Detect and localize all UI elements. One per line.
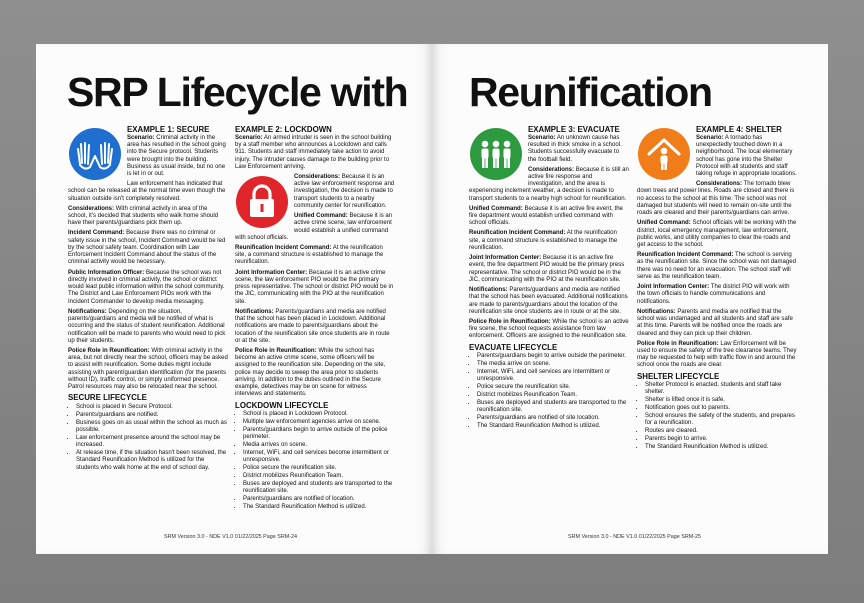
jic-text: Joint Information Center: Because it is an active crime scene, the law enforcement PIO would be the primary press representative. The school or district PIO would be in the JIC, communicating with the PIO at the reunification site. bbox=[235, 269, 394, 305]
list-item: • District mobilizes Reunification Team. bbox=[477, 392, 629, 399]
list-item: • Multiple law enforcement agencies arrive on scene. bbox=[243, 419, 395, 426]
lifecycle-heading: EVACUATE LIFECYCLE bbox=[469, 342, 558, 352]
lifecycle-list bbox=[68, 404, 228, 472]
lifecycle-list bbox=[235, 411, 395, 511]
lifecycle-heading: SHELTER LIFECYCLE bbox=[637, 371, 720, 381]
list-item: • Shelter is lifted once it is safe. bbox=[645, 397, 797, 404]
page-footer-left: SRM Version 3.0 - NDE V1.0 01/22/2025 Page SRM-24 bbox=[164, 534, 298, 540]
reunification-ic-text: Reunification Incident Command: At the reunification site, a command structure is established to manage the reunification. bbox=[235, 244, 384, 266]
considerations-text: Considerations: Because it is still an active fire response and investigation, and the area is experiencing inclement weather, a decision is made to transport students to a nearby high school for reunification. bbox=[469, 166, 629, 202]
scenario-text: Scenario: An unknown cause has resulted in thick smoke in a school. Students successfully evacuate to the football field. bbox=[528, 134, 622, 163]
scenario-text: Scenario: Criminal activity in the area has resulted in the school going into the Secure protocol. Students were brought into the building. Business as usual inside, but no one is let in or out. bbox=[127, 134, 226, 178]
list-item: • Parents/guardians begin to arrive outside of the police perimeter. bbox=[243, 427, 395, 442]
people-group-icon bbox=[469, 127, 523, 181]
list-item: • The Standard Reunification Method is utilized. bbox=[477, 423, 629, 430]
unified-command-text: Unified Command: Because it is an active crime scene, law enforcement would establish a unified command with school officials. bbox=[235, 213, 393, 241]
reunification-ic-text: Reunification Incident Command: The school is serving as the reunification site. Since the school was not damaged there was no need for an evacuation. The school staff will serve as the reunification team. bbox=[637, 252, 796, 280]
notifications-text: Notifications: Depending on the situation, parents/guardians and media will be notified of what is occurring and the status of student reunification. Additional notification will be made to parents who would need to pick up their students. bbox=[68, 308, 226, 344]
list-item: • Business goes on as usual within the school as much as possible. bbox=[76, 420, 228, 435]
police-role-text: Police Role in Reunification: While the school has become an active crime scene, some officers will be assigned to the reunification site. Depending on the site, police may decide to sweep the area prior to students arriving. In addition to the duties outlined in the Secure example, detectives may be on scene for witness interviews and statements. bbox=[235, 347, 386, 398]
jic-text: Joint Information Center: Because it is an active fire event, the fire department PIO would be the primary press representative. The school or district PIO would be in the JIC, communicating with the PIO at the reunification site. bbox=[469, 255, 625, 283]
scenario-text: Scenario: A tornado has unexpectedly touched down in a neighborhood. The local elementary school has gone into the Shelter Protocol with all students and staff taking refuge in appropriate locations. bbox=[696, 134, 797, 178]
page-title-left: SRP Lifecycle with bbox=[67, 69, 408, 115]
list-item: • The Standard Reunification Method is utilized. bbox=[645, 444, 797, 451]
lifecycle-list bbox=[469, 353, 629, 430]
list-item: • District mobilizes Reunification Team. bbox=[243, 473, 395, 480]
example-shelter bbox=[637, 126, 797, 454]
list-item: • Internet, WiFi, and cell services become intermittent or unresponsive. bbox=[243, 450, 395, 465]
example-secure bbox=[68, 126, 228, 474]
list-item: • Parents/guardians begin to arrive outside the perimeter. bbox=[477, 353, 629, 360]
list-item: • At release time, if the situation hasn't been resolved, the Standard Reunification Method is utilized for the students who walk home at the end of school day. bbox=[76, 450, 228, 472]
police-role-text: Police Role in Reunification: While the school is an active fire scene, the school requests assistance from law enforcement. Officers are assigned to the reunification site. bbox=[469, 318, 629, 340]
list-item: • Buses are deployed and students are transported to the reunification site. bbox=[243, 481, 395, 496]
list-item: • Routes are cleared. bbox=[645, 428, 797, 435]
page-footer-right: SRM Version 3.0 - NDE V1.0 01/22/2025 Page SRM-25 bbox=[568, 534, 702, 540]
list-item: • Shelter Protocol is enacted, students and staff take shelter. bbox=[645, 382, 797, 397]
list-item: • Police secure the reunification site. bbox=[243, 465, 395, 472]
list-item: • Police secure the reunification site. bbox=[477, 384, 629, 391]
list-item: • The Standard Reunification Method is utilized. bbox=[243, 504, 395, 511]
page-title-right: Reunification bbox=[469, 69, 712, 115]
unified-command-text: Unified Command: Because it is an active fire event, the fire department would establish unified command with school officials. bbox=[469, 205, 623, 227]
example-evacuate bbox=[469, 126, 629, 432]
considerations-text: Considerations: With criminal activity in area of the school, it's decided that students who walk home should have their parents/guardians pick them up. bbox=[68, 205, 219, 227]
example-heading: EXAMPLE 1: SECURE bbox=[127, 125, 210, 134]
notifications-text: Notifications: Parents/guardians and media are notified that the school has been placed in Lockdown. Additional notifications are made to parents/guardians about the location of the reunification site once students are in route or at the site. bbox=[235, 308, 390, 344]
padlock-icon bbox=[235, 175, 289, 229]
notifications-text: Notifications: Parents/guardians and media are notified that the school has been evacuated. Additional notifications are made to parents/guardians about the location of the reunification site once students are in route or at the site. bbox=[469, 287, 628, 315]
list-item: • The media arrive on scene. bbox=[477, 361, 629, 368]
list-item: • School is placed in Secure Protocol. bbox=[76, 404, 228, 411]
considerations-text: Considerations: Because it is an active law enforcement response and investigation, the decision is made to transport students to a nearby community center for reunification. bbox=[294, 173, 395, 209]
list-item: • Buses are deployed and students are transported to the reunification site. bbox=[477, 400, 629, 415]
shelter-person-icon bbox=[637, 127, 691, 181]
list-item: • Parents/guardians are notified of location. bbox=[243, 496, 395, 503]
example-lockdown bbox=[235, 126, 395, 514]
reunification-ic-text: Reunification Incident Command: At the reunification site, a command structure is established to manage the reunification. bbox=[469, 230, 618, 251]
raised-hands-icon bbox=[68, 127, 122, 181]
police-role-text: Police Role in Reunification: With criminal activity in the area, but not directly near the school, officers may be asked to assist with reunification. Some duties might include assisting with parent/guardian identification (for the parents without ID), traffic control, or simply uniformed presence. Patrol resources may also be relocated near the school. bbox=[68, 347, 228, 391]
example-heading: EXAMPLE 2: LOCKDOWN bbox=[235, 125, 332, 134]
left-page bbox=[36, 44, 432, 554]
police-role-text: Police Role in Reunification: Law Enforcement will be used to ensure the safety of the tree clearance teams. They may be requested to help with traffic flow in and around the school once the roads are clear. bbox=[637, 340, 797, 369]
incident-command-text: Incident Command: Because there was no criminal or safety issue in the school, Incident Command would be led by the school safety team. Coordination with Law Enforcement Incident Command about the status of the criminal activity would be necessary. bbox=[68, 230, 226, 266]
lifecycle-heading: SECURE LIFECYCLE bbox=[68, 393, 147, 403]
example-heading: EXAMPLE 4: SHELTER bbox=[696, 125, 782, 134]
scenario-continued: Law enforcement has indicated that school can be released at the normal time even though the situation outside isn't completely resolved. bbox=[68, 181, 226, 202]
list-item: • Parents/guardians are notified. bbox=[76, 412, 228, 419]
list-item: • School ensures the safety of the students, and prepares for a reunification. bbox=[645, 413, 797, 428]
list-item: • Parents begin to arrive. bbox=[645, 436, 797, 443]
list-item: • School is placed in Lockdown Protocol. bbox=[243, 411, 395, 418]
scenario-text: Scenario: An armed intruder is seen in the school building by a staff member who announces a Lockdown and calls 911. Students and staff immediately take action to avoid injury. The intruder causes damage to the building prior to Law Enforcement arriving. bbox=[235, 134, 392, 170]
list-item: • Internet, WiFi, and cell services are intermittent or unresponsive. bbox=[477, 369, 629, 384]
considerations-text: Considerations: The tornado blew down trees and power lines. Roads are closed and there is no access to the school at this time. The school was not damaged but students will need to remain on-site until the roads are cleared and their parents/guardians can arrive. bbox=[637, 181, 795, 217]
list-item: • Law enforcement presence around the school may be increased. bbox=[76, 435, 228, 450]
list-item: • Notification goes out to parents. bbox=[645, 405, 797, 412]
notifications-text: Notifications: Parents and media are notified that the school was undamaged and all students and staff are safe at this time. Parents will be notified once the roads are cleared and they can pick up their children. bbox=[637, 308, 793, 337]
unified-command-text: Unified Command: School officials will be working with the district, local emergency management, law enforcement, public works, and utility companies to clear the roads and get access to the school. bbox=[637, 220, 797, 249]
right-page bbox=[432, 44, 828, 554]
lifecycle-list bbox=[637, 382, 797, 451]
lifecycle-heading: LOCKDOWN LIFECYCLE bbox=[235, 400, 329, 410]
example-heading: EXAMPLE 3: EVACUATE bbox=[528, 125, 620, 134]
list-item: • Parents/guardians are notified of site location. bbox=[477, 415, 629, 422]
list-item: • Media arrives on scene. bbox=[243, 442, 395, 449]
jic-text: Joint Information Center: The district PIO will work with the town officials to handle communications and notifications. bbox=[637, 284, 790, 305]
pio-text: Public Information Officer: Because the school was not directly involved in criminal activity, the school or district would lead public information within the school community. The District and Law Enforcement PIOs work with the Incident Commander to develop media messaging. bbox=[68, 269, 225, 305]
